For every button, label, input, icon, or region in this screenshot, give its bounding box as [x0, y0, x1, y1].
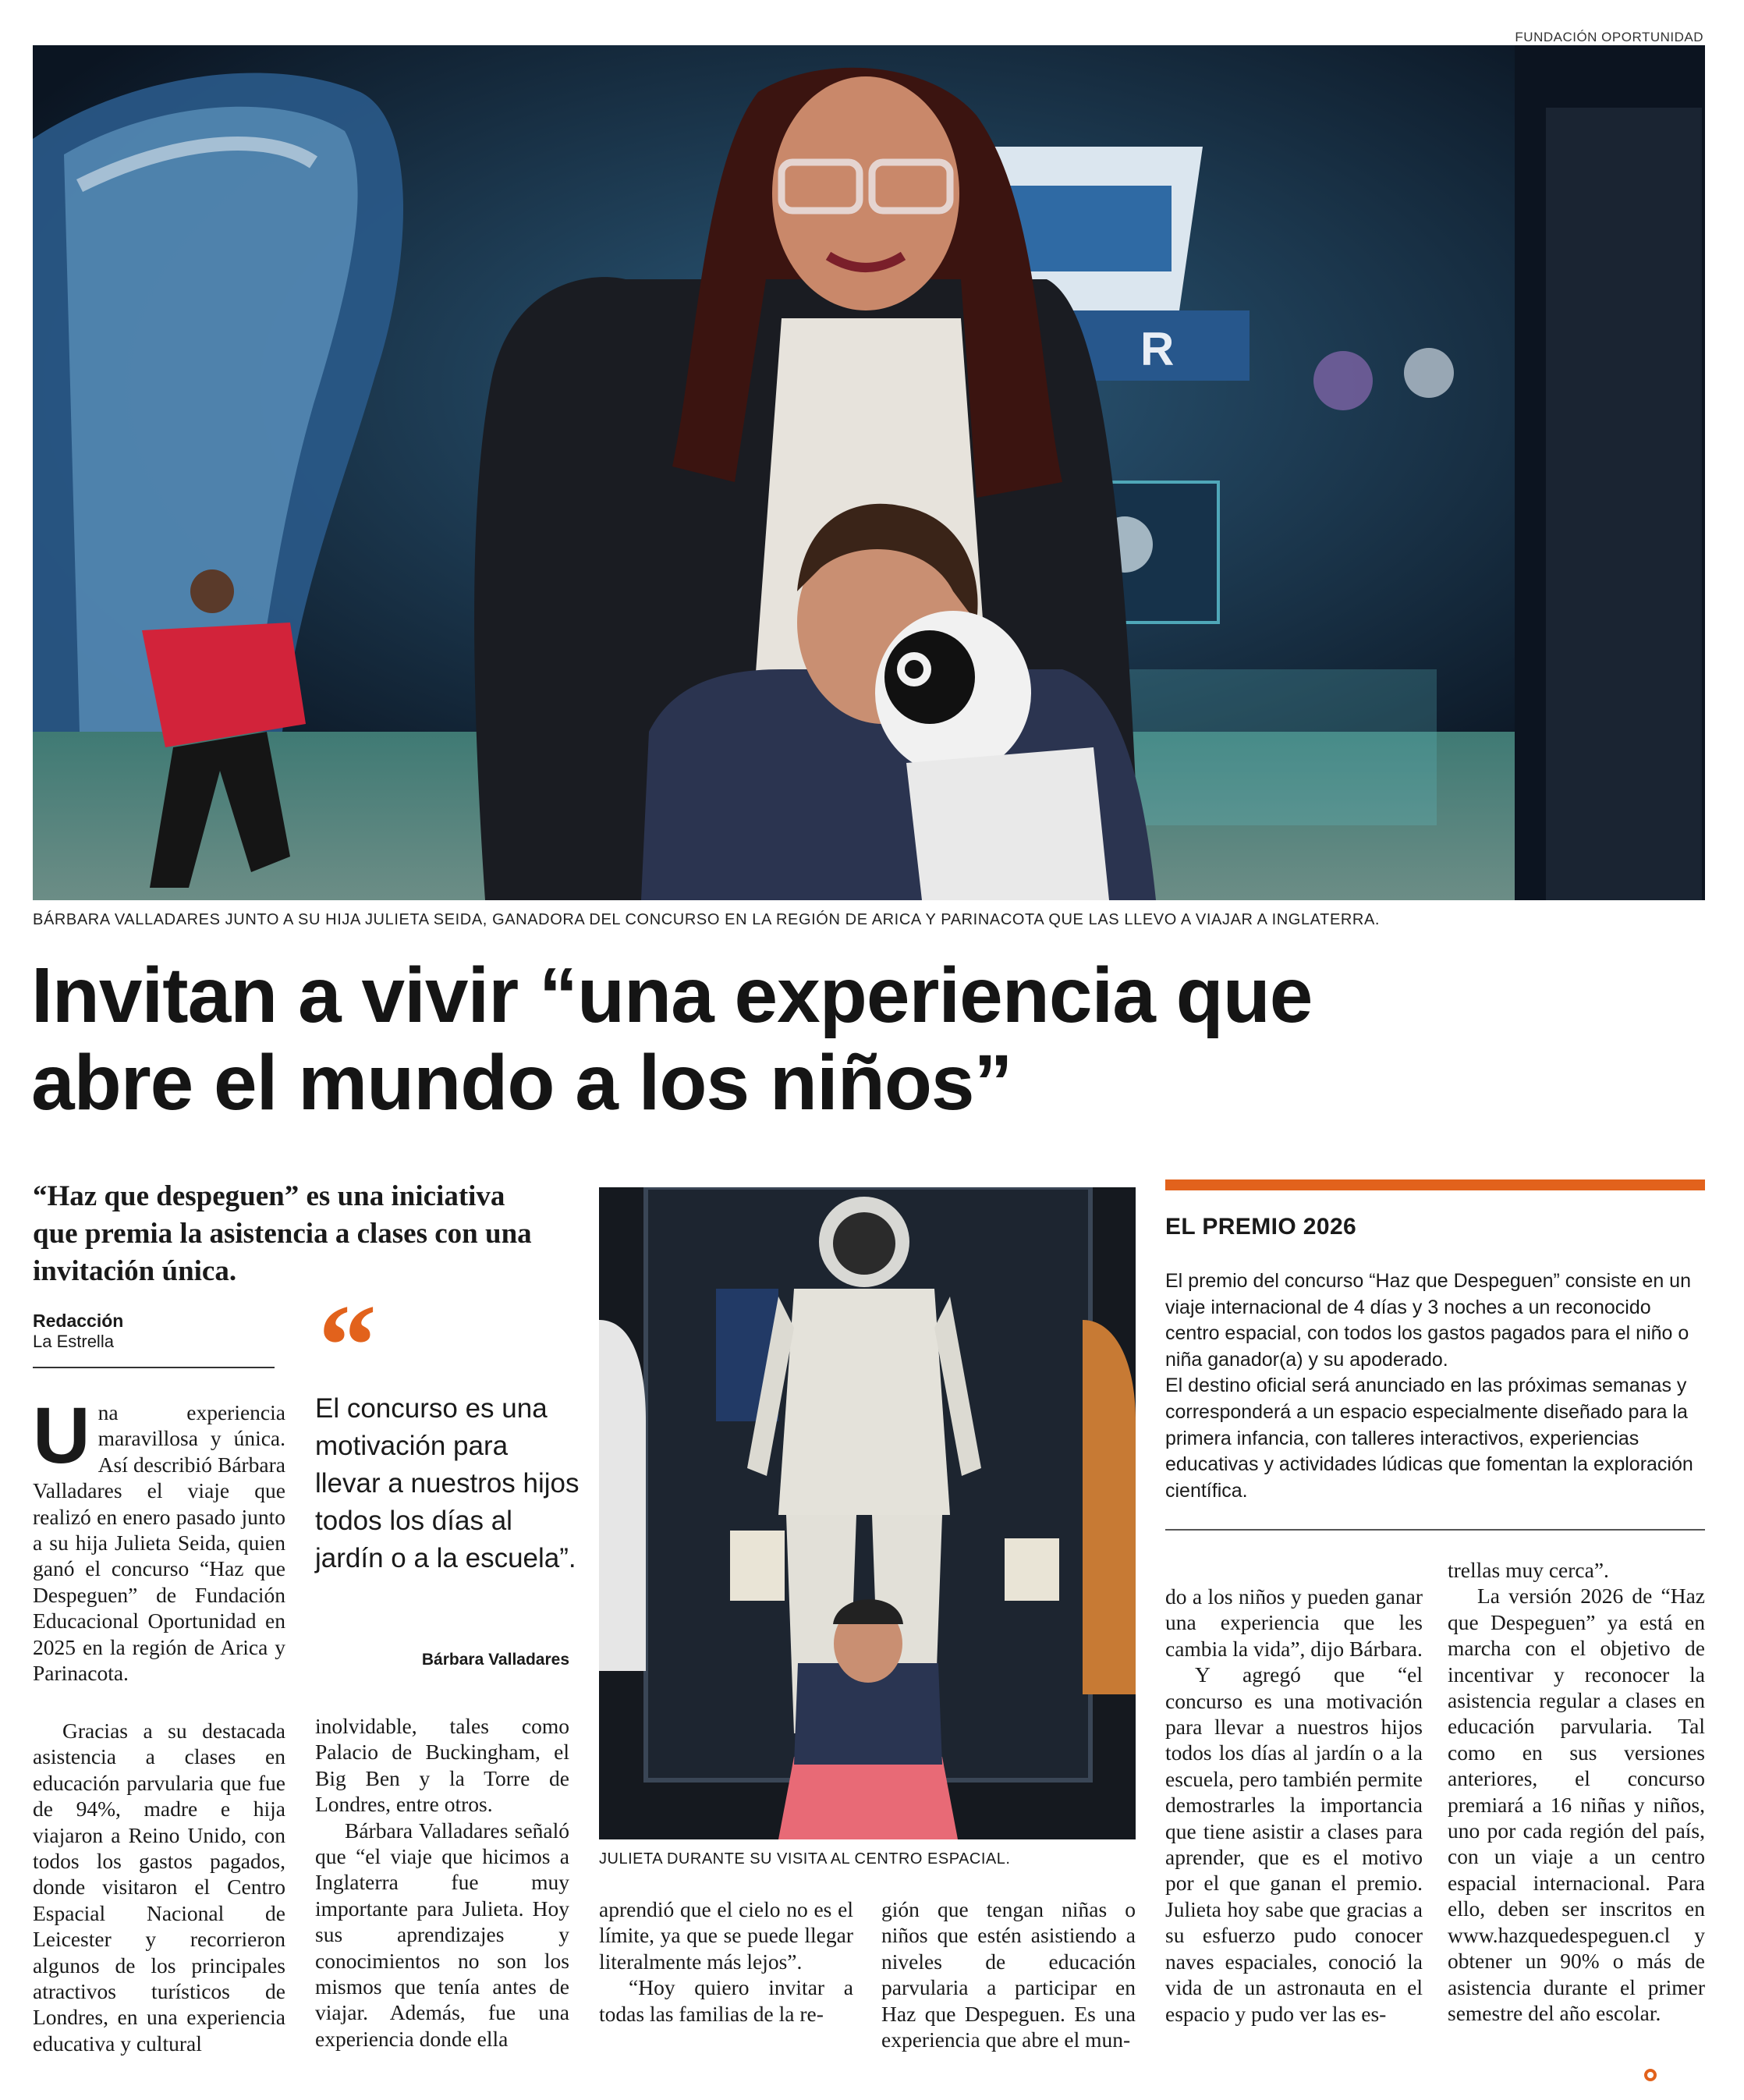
- sidebar-paragraph-1: El premio del concurso “Haz que Despeguen” consiste en un viaje internacional de 4 días y 3 noches a un reconocido centro espacial, con todos los gastos pagados para el niño o niña ganador(a) y su apoderado.: [1165, 1270, 1691, 1371]
- exhibit-sign-letter: R: [1140, 323, 1175, 375]
- body-paragraph-6: “Hoy quiero invitar a todas las familias de la re-: [599, 1975, 853, 2026]
- byline-author: Redacción: [33, 1311, 124, 1331]
- body-paragraph-2: Gracias a su destacada asistencia a clases en educación parvularia que fue de 94%, madre e hija viajaron a Reino Unido, con todos los gastos pagados, donde visitaron el Centro Espacial Nacional de Leicester y recorrieron algunos de los principales atractivos turísticos de Londres, en una experiencia educativa y cultural: [33, 1719, 285, 2056]
- sidebar-body: [1165, 1268, 1705, 1504]
- astronaut-photo-illustration: [599, 1187, 1136, 1839]
- body-column-2: [315, 1713, 569, 2052]
- sidebar-paragraph-2: El destino oficial será anunciado en las próximas semanas y corresponderá a un espacio especialmente diseñado para la primera infancia, con talleres interactivos, experiencias educativas y actividades lúdicas que fomentan la exploración científica.: [1165, 1375, 1693, 1502]
- byline-outlet: La Estrella: [33, 1332, 114, 1351]
- body-column-3: [599, 1896, 853, 2027]
- body-column-5: [1165, 1584, 1423, 2027]
- body-column-1: [33, 1391, 285, 1686]
- drop-cap: U: [33, 1391, 90, 1480]
- body-paragraph-3: inolvidable, tales como Palacio de Buckingham, el Big Ben y la Torre de Londres, entre otros.: [315, 1714, 569, 1817]
- photo-caption-2: JULIETA DURANTE SU VISITA AL CENTRO ESPACIAL.: [599, 1850, 1011, 1868]
- byline: [33, 1311, 123, 1352]
- headline: [31, 952, 1716, 1126]
- body-paragraph-7: gión que tengan niñas o niños que estén asistiendo a niveles de educación parvularia a participar en Haz que Despeguen. Es una experiencia que abre el mun-: [881, 1897, 1136, 2052]
- end-mark-icon: [1644, 2069, 1657, 2081]
- body-paragraph-11: La versión 2026 de “Haz que Despeguen” ya está en marcha con el objetivo de incentivar y reconocer la asistencia regular a clases en educación parvularia. Tal como en sus versiones anteriores, el concurso premiará a 16 niñas y niños, uno por cada región del país, con un viaje a un centro espacial internacional. Para ello, deben ser inscritos en www.hazquedespeguen.cl y obtener un 90% o más de asistencia durante el primer semestre del año escolar.: [1448, 1584, 1705, 2025]
- body-paragraph-5: aprendió que el cielo no es el límite, ya que se puede llegar literalmente más lejos”.: [599, 1897, 853, 1974]
- body-paragraph-9: Y agregó que “el concurso es una motivación para llevar a nuestros hijos todos los días al jardín o a la escuela, pero también permite demostrarles la importancia que tiene asistir a clases para aprender, que es el motivo por el que ganan el premio. Julieta hoy sabe que gracias a su esfuerzo pudo conocer naves espaciales, conoció la vida de un astronauta en el espacio y pudo ver las es-: [1165, 1662, 1423, 2026]
- main-photo-illustration: [33, 45, 1705, 900]
- quote-mark-icon: “: [318, 1281, 377, 1410]
- photo-caption: BÁRBARA VALLADARES JUNTO A SU HIJA JULIETA SEIDA, GANADORA DEL CONCURSO EN LA REGIÓN DE ARICA Y PARINACOTA QUE LAS LLEVO A VIAJAR A INGLATERRA.: [33, 911, 1381, 928]
- byline-divider: [33, 1367, 275, 1368]
- deck: “Haz que despeguen” es una iniciativa que premia la asistencia a clases con una invitación única.: [33, 1180, 532, 1287]
- body-column-6: [1448, 1557, 1705, 2026]
- main-photo: [33, 45, 1705, 900]
- headline-line-2: abre el mundo a los niños”: [31, 1039, 1012, 1126]
- body-paragraph-1: na experiencia maravillosa y única. Así describió Bárbara Valladares el viaje que realizó en enero pasado junto a su hija Julieta Seida, quien ganó el concurso “Haz que Despeguen” de Fundación Educacional Oportunidad en 2025 en la región de Arica y Parinacota.: [33, 1400, 285, 1686]
- sidebar-accent-bar: [1165, 1179, 1705, 1190]
- body-column-1b: [33, 1718, 285, 2056]
- sidebar-title: EL PREMIO 2026: [1165, 1214, 1357, 1240]
- photo-credit: FUNDACIÓN OPORTUNIDAD: [1515, 30, 1703, 44]
- body-paragraph-4: Bárbara Valladares señaló que “el viaje que hicimos a Inglaterra fue muy importante para Julieta. Hoy sus aprendizajes y conocimientos no son los mismos que tenía antes de viajar. Además, fue una experiencia donde ella: [315, 1818, 569, 2051]
- body-paragraph-10: trellas muy cerca”.: [1448, 1558, 1609, 1582]
- body-column-4: [881, 1896, 1136, 2052]
- body-paragraph-8: do a los niños y pueden ganar una experiencia que les cambia la vida”, dijo Bárbara.: [1165, 1584, 1423, 1661]
- astronaut-photo: [599, 1187, 1136, 1839]
- pull-quote: El concurso es una motivación para llevar a nuestros hijos todos los días al jardín o a la escuela”.: [315, 1393, 580, 1573]
- sidebar-divider: [1165, 1529, 1705, 1531]
- headline-line-1: Invitan a vivir “una experiencia que: [31, 952, 1313, 1039]
- pull-quote-attribution: Bárbara Valladares: [421, 1651, 569, 1669]
